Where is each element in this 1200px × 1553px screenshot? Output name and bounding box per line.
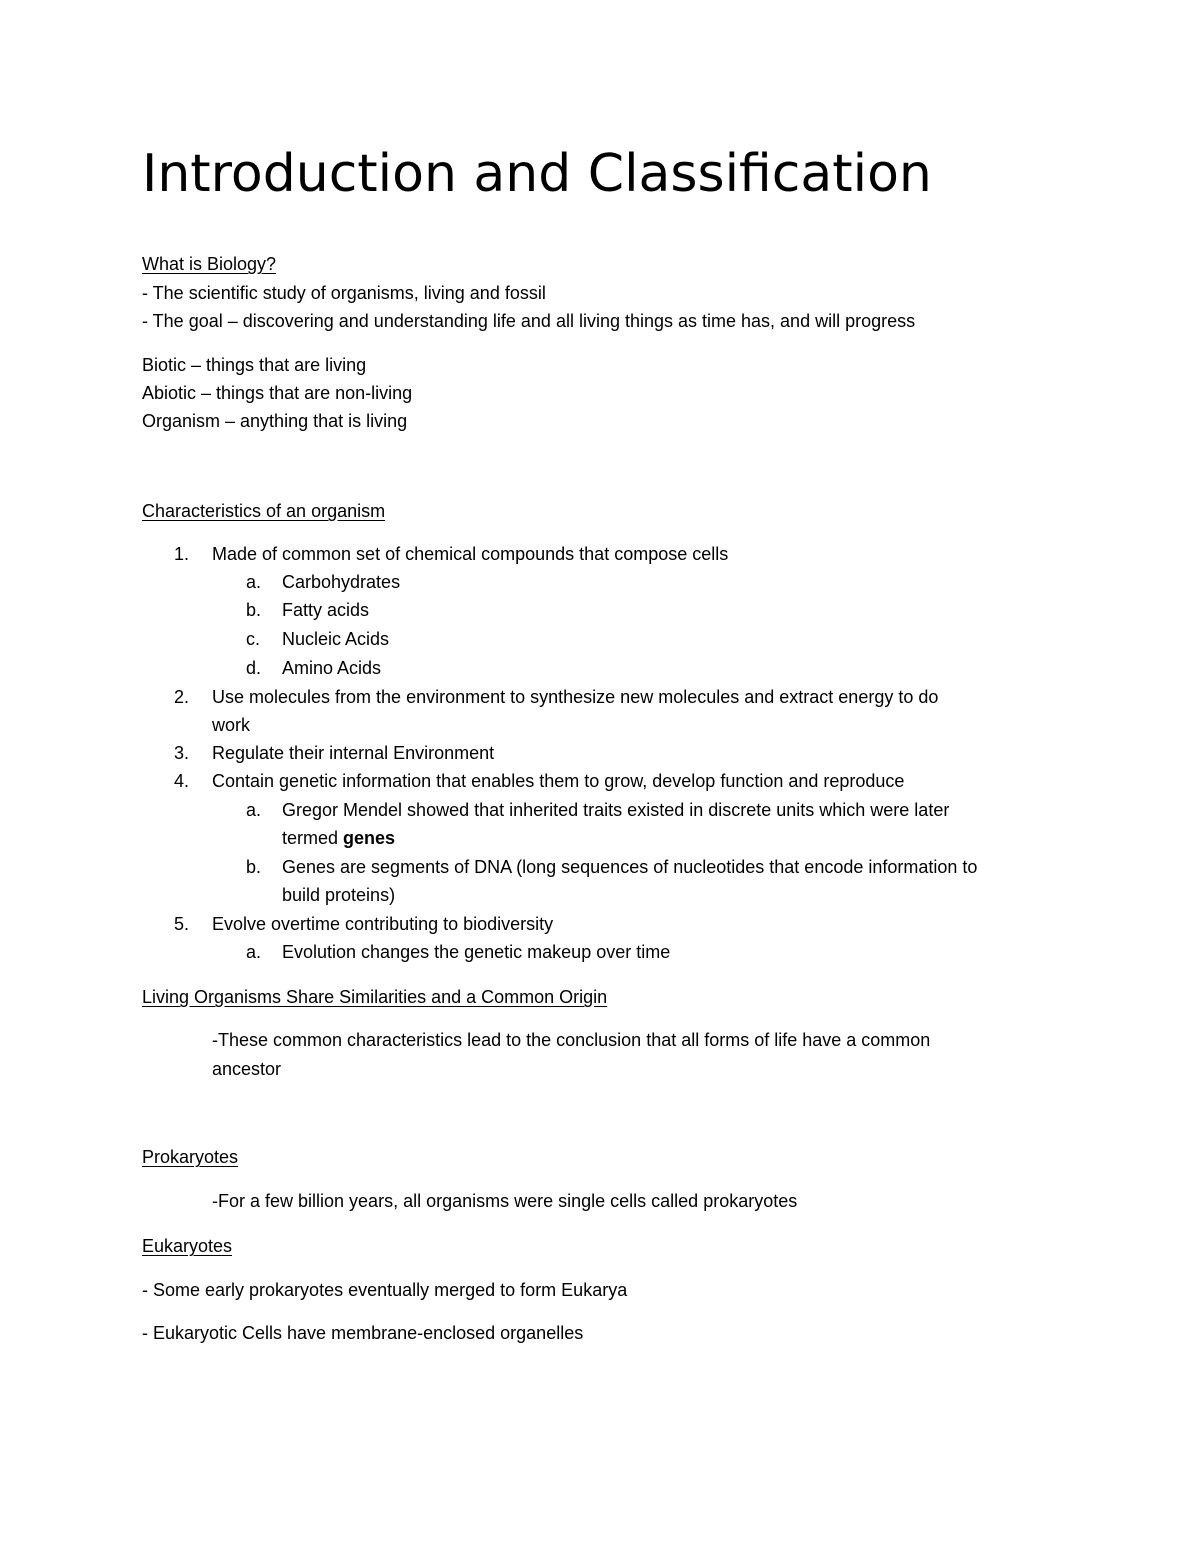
- sublist-item-text: Carbohydrates: [282, 572, 401, 592]
- biology-line-2: - The goal – discovering and understanding life and all living things as time has, and will progress: [142, 311, 916, 331]
- list-item-text: Contain genetic information that enables them to grow, develop function and reproduce: [212, 771, 905, 791]
- sublist-item-text: Genes are segments of DNA (long sequences of nucleotides that encode information to: [282, 857, 978, 877]
- eukaryotes-line-2: - Eukaryotic Cells have membrane-enclosed organelles: [142, 1323, 584, 1343]
- eukaryotes-line-1: - Some early prokaryotes eventually merged to form Eukarya: [142, 1280, 628, 1300]
- section-heading-common-origin: Living Organisms Share Similarities and a Common Origin: [142, 987, 608, 1007]
- section-heading-what-is-biology: What is Biology?: [142, 254, 277, 274]
- sublist-letter: b.: [246, 857, 262, 877]
- sublist-item-text-continued: [282, 824, 395, 852]
- sublist-item-text: Evolution changes the genetic makeup over time: [282, 942, 671, 962]
- section-heading-prokaryotes: Prokaryotes: [142, 1147, 239, 1167]
- sublist-letter: a.: [246, 572, 262, 592]
- section-heading-characteristics: Characteristics of an organism: [142, 501, 386, 521]
- definition-organism: Organism – anything that is living: [142, 411, 408, 431]
- sublist-item-text: Amino Acids: [282, 658, 382, 678]
- list-item-text: Regulate their internal Environment: [212, 743, 495, 763]
- sublist-item-text: Gregor Mendel showed that inherited traits existed in discrete units which were later: [282, 800, 950, 820]
- sublist-item-text-continued: build proteins): [282, 885, 396, 905]
- sublist-letter: a.: [246, 800, 262, 820]
- sublist-letter: b.: [246, 600, 262, 620]
- sublist-letter: d.: [246, 658, 262, 678]
- list-number: 3.: [174, 743, 190, 763]
- list-number: 2.: [174, 687, 190, 707]
- bold-term-genes: genes: [343, 828, 396, 848]
- list-number: 5.: [174, 914, 190, 934]
- sublist-letter: c.: [246, 629, 261, 649]
- list-item-text-continued: work: [212, 715, 251, 735]
- prokaryotes-line: -For a few billion years, all organisms were single cells called prokaryotes: [212, 1191, 798, 1211]
- definition-abiotic: Abiotic – things that are non-living: [142, 383, 413, 403]
- list-item-text: Made of common set of chemical compounds that compose cells: [212, 544, 729, 564]
- sublist-item-text: Fatty acids: [282, 600, 370, 620]
- sublist-item-text: Nucleic Acids: [282, 629, 390, 649]
- list-item-text: Evolve overtime contributing to biodiversity: [212, 914, 554, 934]
- list-number: 1.: [174, 544, 190, 564]
- page-title: Introduction and Classification: [142, 144, 932, 204]
- common-origin-line-1: -These common characteristics lead to the conclusion that all forms of life have a common: [212, 1030, 931, 1050]
- common-origin-line-2: ancestor: [212, 1059, 282, 1079]
- definition-biotic: Biotic – things that are living: [142, 355, 367, 375]
- list-number: 4.: [174, 771, 190, 791]
- continued-text: termed: [282, 828, 344, 848]
- section-heading-eukaryotes: Eukaryotes: [142, 1236, 233, 1256]
- list-item-text: Use molecules from the environment to synthesize new molecules and extract energy to do: [212, 687, 939, 707]
- sublist-letter: a.: [246, 942, 262, 962]
- biology-line-1: - The scientific study of organisms, living and fossil: [142, 283, 546, 303]
